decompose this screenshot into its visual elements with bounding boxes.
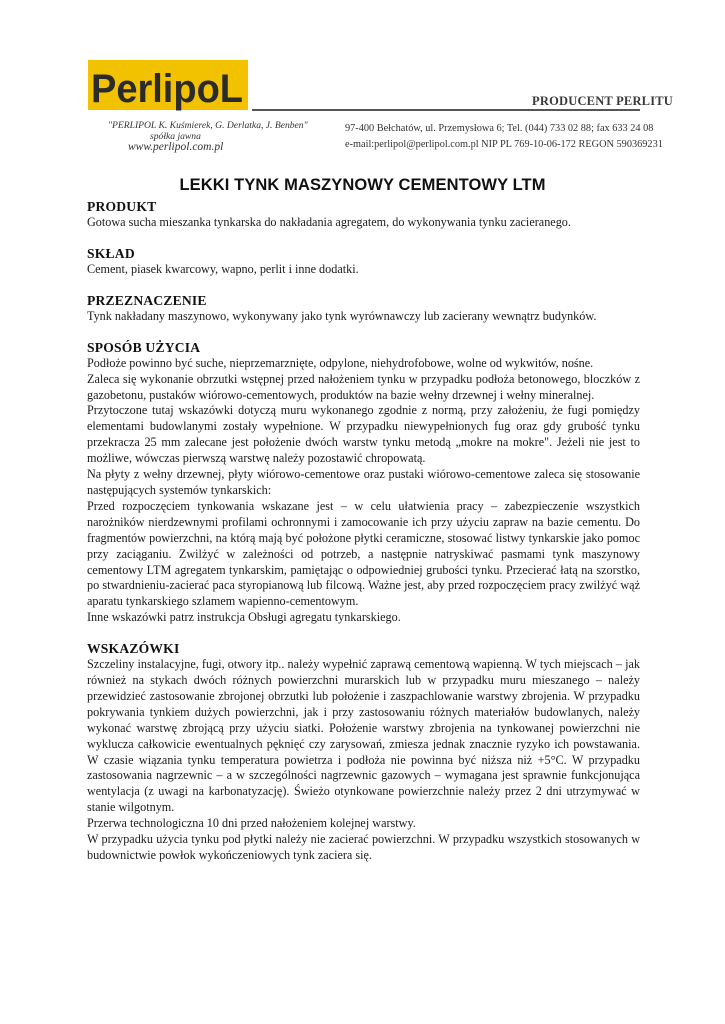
- address-line-1: 97-400 Bełchatów, ul. Przemysłowa 6; Tel. (044) 733 02 88; fax 633 24 08: [345, 123, 654, 134]
- section-paragraph: W przypadku użycia tynku pod płytki należy nie zacierać powierzchni. W przypadku wszystkich stosowanych w budownictwie powłok wykończeniowych tynk zaciera się.: [87, 832, 640, 862]
- logo-text: PerlipoL: [91, 67, 243, 111]
- producent-label: PRODUCENT PERLITU: [532, 94, 674, 108]
- section-heading: WSKAZÓWKI: [87, 641, 180, 657]
- section-paragraph: Przed rozpoczęciem tynkowania wskazane jest – w celu ułatwienia pracy – zabezpieczenie wszystkich narożników nierdzewnymi profilami ochronnymi i zamocowanie ich przy użyciu zapraw na bazie cementu. Do fragmentów powierzchni, na którą mają być położone płytki ceramiczne, stosować listwy tynkarskie jako pomoc przy zaciąganiu. Zwilżyć w zależności od potrzeb, a następnie natryskiwać pasmami tynk maszynowy cementowy LTM agregatem tynkarskim, pamiętając o odpowiedniej grubości tynku. Przecierać łatą na szorstko, po stwardnieniu-zacierać paca styropianową lub filcową. Ważne jest, aby przed rozpoczęciem pracy zwilżyć wąż aparatu tynkarskiego szlamem wapienno-cementowym.: [87, 498, 640, 609]
- section-heading: SPOSÓB UŻYCIA: [87, 339, 201, 355]
- address-line-2: e-mail:perlipol@perlipol.com.pl NIP PL 769-10-06-172 REGON 590369231: [345, 139, 663, 150]
- section-wskazowki: [87, 641, 640, 864]
- section-paragraph: Cement, piasek kwarcowy, wapno, perlit i inne dodatki.: [87, 261, 359, 276]
- header-divider: [252, 109, 640, 111]
- company-name: "PERLIPOL K. Kuśmierek, G. Derlatka, J. Benben": [108, 120, 308, 131]
- section-paragraph: Przerwa technologiczna 10 dni przed nałożeniem kolejnej warstwy.: [87, 816, 416, 831]
- section-paragraph: Szczeliny instalacyjne, fugi, otwory itp.. należy wypełnić zaprawą cementową wapienną. W tych miejscach – jak również na stykach dwóch różnych powierzchni murarskich lub w przypadku muru mieszanego – należy przewidzieć zastosowanie zbrojonej obrzutki lub położenie i zaszpachlowanie warstwy zbrojenia. W przypadku pokrywania tynkiem dużych powierzchni, jak i przy zastosowaniu różnych materiałów budowlanych, należy wykonać warstwę zbrojącą przy użyciu siatki. Położenie warstwy zbrojenia na tynkowanej powierzchni nie wyklucza całkowicie ewentualnych pęknięć czy zarysowań, zmiesza jednak znacznie ryzyko ich powstawania. W czasie wiązania tynku temperatura powietrza i podłoża nie powinna być niższa niż +5°C. W przypadku zastosowania nagrzewnic – a w szczególności nagrzewnic gazowych – wymagana jest sprawnie funkcjonująca wentylacja (z uwagi na karbonatyzację). Świeżo otynkowane powierzchnie należy przez 2 dni utrzymywać w stanie wilgotnym.: [87, 657, 640, 815]
- website-link[interactable]: www.perlipol.com.pl: [128, 141, 224, 153]
- section-heading: SKŁAD: [87, 245, 135, 261]
- perlipol-logo: [88, 58, 250, 114]
- section-paragraph: Podłoże powinno być suche, nieprzemarznięte, odpylone, niehydrofobowe, wolne od wykwitów, nośne.: [87, 355, 594, 370]
- section-paragraph: Tynk nakładany maszynowo, wykonywany jako tynk wyrównawczy lub zacierany wewnątrz budynków.: [87, 308, 597, 323]
- section-sposob-uzycia: [87, 340, 640, 626]
- section-przeznaczenie: [87, 293, 640, 325]
- section-heading: PRODUKT: [87, 199, 157, 214]
- company-kind: spółka jawna: [150, 131, 201, 142]
- section-paragraph: Inne wskazówki patrz instrukcja Obsługi agregatu tynkarskiego.: [87, 610, 401, 625]
- section-paragraph: Gotowa sucha mieszanka tynkarska do nakładania agregatem, do wykonywania tynku zacieranego.: [87, 215, 571, 229]
- document-title: LEKKI TYNK MASZYNOWY CEMENTOWY LTM: [179, 176, 546, 194]
- section-paragraph: Zaleca się wykonanie obrzutki wstępnej przed nałożeniem tynku w przypadku podłoża betonowego, bloczków z gazobetonu, pustaków wiórowo-cementowych, produktów na bazie wełny drzewnej i wełny mineralnej.: [87, 371, 640, 402]
- section-heading: PRZEZNACZENIE: [87, 292, 207, 308]
- section-produkt: [87, 199, 640, 231]
- document-body: [87, 199, 640, 879]
- section-paragraph: Przytoczone tutaj wskazówki dotyczą muru wykonanego zgodnie z normą, przy założeniu, że fugi pomiędzy elementami budowlanymi zostały wypełnione. W przypadku niewypełnionych fug oraz gdy grubość tynku przekracza 25 mm zalecane jest położenie dwóch warstw tynku metodą „mokre na mokre". Jeżeli nie jest to możliwe, wówczas pierwszą warstwę należy pozostawić chropowatą.: [87, 403, 640, 466]
- section-sklad: [87, 246, 640, 278]
- section-paragraph: Na płyty z wełny drzewnej, płyty wiórowo-cementowe oraz pustaki wiórowo-cementowe zaleca się stosowanie następujących systemów tynkarskich:: [87, 467, 640, 497]
